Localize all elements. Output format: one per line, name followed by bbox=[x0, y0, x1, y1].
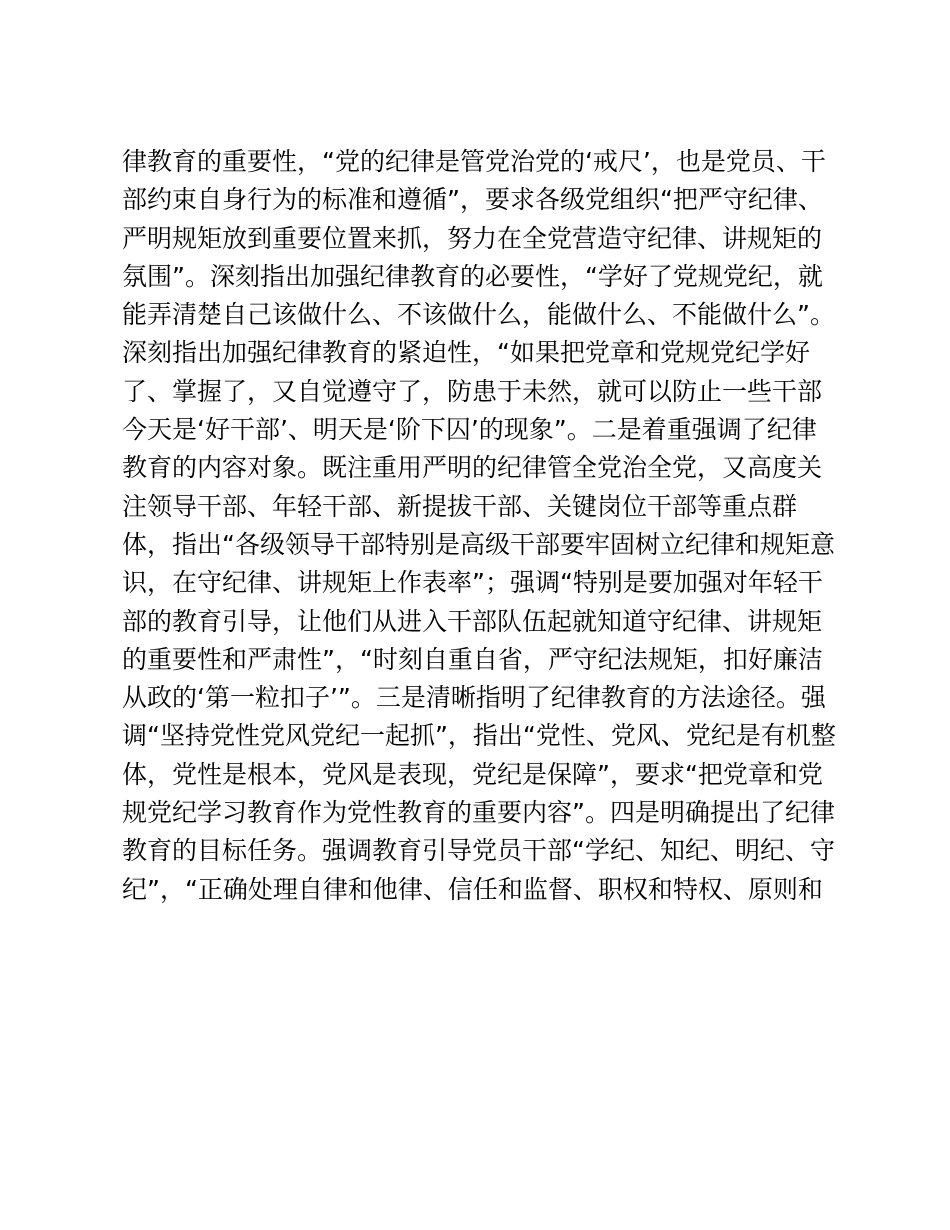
text-line: 体，指出“各级领导干部特别是高级干部要牢固树立纪律和规矩意 bbox=[122, 529, 835, 559]
text-line: 规党纪学习教育作为党性教育的重要内容”。四是明确提出了纪律 bbox=[122, 798, 835, 828]
text-line: 严明规矩放到重要位置来抓，努力在全党营造守纪律、讲规矩的 bbox=[122, 223, 823, 253]
text-line: 深刻指出加强纪律教育的紧迫性，“如果把党章和党规党纪学好 bbox=[122, 338, 810, 368]
text-line: 今天是‘好干部’、明天是‘阶下囚’的现象”。二是着重强调了纪律 bbox=[122, 415, 817, 445]
text-line: 教育的目标任务。强调教育引导党员干部“学纪、知纪、明纪、守 bbox=[122, 836, 835, 866]
body-paragraph bbox=[122, 143, 842, 909]
text-line: 部约束自身行为的标准和遵循”，要求各级党组织“把严守纪律、 bbox=[122, 185, 823, 215]
text-line: 注领导干部、年轻干部、新提拔干部、关键岗位干部等重点群 bbox=[122, 491, 798, 521]
text-line: 氛围”。深刻指出加强纪律教育的必要性，“学好了党规党纪，就 bbox=[122, 261, 823, 291]
text-line: 了、掌握了，又自觉遵守了，防患于未然，就可以防止一些干部 bbox=[122, 376, 823, 406]
text-line: 体，党性是根本，党风是表现，党纪是保障”，要求“把党章和党 bbox=[122, 759, 823, 789]
text-line: 识，在守纪律、讲规矩上作表率”；强调“特别是要加强对年轻干 bbox=[122, 568, 823, 598]
text-line: 能弄清楚自己该做什么、不该做什么，能做什么、不能做什么”。 bbox=[122, 300, 835, 330]
text-line: 教育的内容对象。既注重用严明的纪律管全党治全党，又高度关 bbox=[122, 453, 823, 483]
text-line: 部的教育引导，让他们从进入干部队伍起就知道守纪律、讲规矩 bbox=[122, 606, 823, 636]
text-line: 从政的‘第一粒扣子’”。三是清晰指明了纪律教育的方法途径。强 bbox=[122, 683, 826, 713]
text-line: 调“坚持党性党风党纪一起抓”，指出“党性、党风、党纪是有机整 bbox=[122, 721, 836, 751]
text-line: 纪”，“正确处理自律和他律、信任和监督、职权和特权、原则和 bbox=[122, 874, 823, 904]
text-line: 的重要性和严肃性”，“时刻自重自省，严守纪法规矩，扣好廉洁 bbox=[122, 644, 823, 674]
text-line: 律教育的重要性，“党的纪律是管党治党的‘戒尺’，也是党员、干 bbox=[122, 147, 826, 176]
